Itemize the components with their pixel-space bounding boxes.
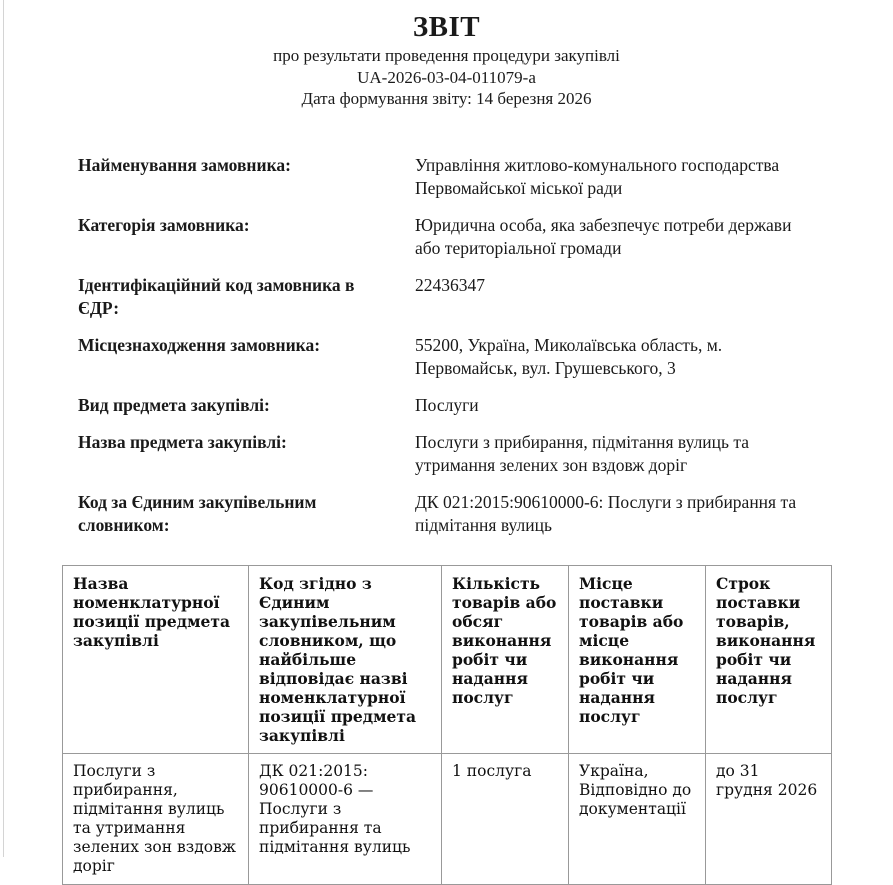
document-header: [0, 0, 893, 110]
column-header-quantity: Кількість товарів або обсяг виконання робіт чи надання послуг: [442, 565, 569, 753]
page-left-edge: [3, 0, 4, 857]
field-value: 22436347: [415, 274, 485, 295]
field-label: Місцезнаходження замовника:: [78, 334, 321, 355]
items-table: [62, 565, 832, 885]
cell-delivery-place: Україна, Відповідно до документації: [569, 753, 706, 884]
field-procurement-type: [78, 394, 820, 417]
document-subtitle: про результати проведення процедури закупівлі: [273, 46, 620, 65]
field-label: Вид предмета закупівлі:: [78, 394, 270, 415]
cell-quantity: 1 послуга: [442, 753, 569, 884]
tender-id: UA-2026-03-04-011079-a: [357, 67, 536, 87]
cell-delivery-term: до 31 грудня 2026: [706, 753, 832, 884]
buyer-fields-section: [78, 154, 820, 537]
field-label: Код за Єдиним закупівельним словником:: [78, 491, 317, 535]
column-header-delivery-term: Строк поставки товарів, виконання робіт чи надання послуг: [706, 565, 832, 753]
field-label: Ідентифікаційний код замовника в ЄДР:: [78, 274, 355, 318]
field-value: Управління житлово-комунального господарства Первомайської міської ради: [415, 154, 780, 198]
field-buyer-name: [78, 154, 820, 200]
field-label: Найменування замовника:: [78, 154, 291, 175]
field-buyer-edr-code: [78, 274, 820, 320]
column-header-delivery-place: Місце поставки товарів або місце виконання робіт чи надання послуг: [569, 565, 706, 753]
page-title: ЗВІТ: [412, 11, 481, 43]
field-buyer-location: [78, 334, 820, 380]
field-buyer-category: [78, 214, 820, 260]
cell-item-name: Послуги з прибирання, підмітання вулиць та утримання зелених зон вздовж доріг: [63, 753, 249, 884]
field-value: Юридична особа, яка забезпечує потреби держави або територіальної громади: [415, 214, 792, 258]
cell-cpv-code: ДК 021:2015: 90610000-6 — Послуги з прибирання та підмітання вулиць: [249, 753, 442, 884]
field-label: Назва предмета закупівлі:: [78, 431, 287, 452]
report-date: Дата формування звіту: 14 березня 2026: [301, 89, 592, 108]
field-cpv-code: [78, 491, 820, 537]
table-row: [63, 753, 832, 884]
items-table-header-row: [63, 565, 832, 753]
field-value: Послуги з прибирання, підмітання вулиць та утримання зелених зон вздовж доріг: [415, 431, 750, 475]
column-header-item-name: Назва номенклатурної позиції предмета закупівлі: [63, 565, 249, 753]
field-label: Категорія замовника:: [78, 214, 250, 235]
column-header-cpv-code: Код згідно з Єдиним закупівельним словником, що найбільше відповідає назві номенклатурної позиції предмета закупівлі: [249, 565, 442, 753]
field-value: ДК 021:2015:90610000-6: Послуги з прибирання та підмітання вулиць: [415, 491, 797, 535]
field-procurement-title: [78, 431, 820, 477]
field-value: 55200, Україна, Миколаївська область, м. Первомайськ, вул. Грушевського, 3: [415, 334, 723, 378]
field-value: Послуги: [415, 394, 479, 415]
